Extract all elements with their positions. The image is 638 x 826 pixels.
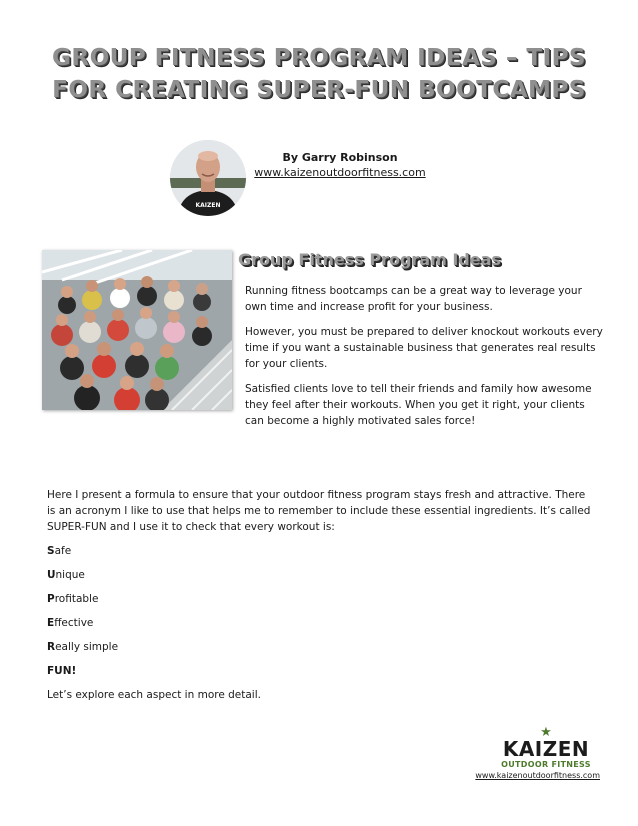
acronym-item [47, 567, 595, 583]
intro-paragraph: Satisfied clients love to tell their friends and family how awesome they feel after their workouts. When you get it right, your clients can become a highly motivated sales force! [245, 383, 592, 427]
section-heading: Group Fitness Program Ideas [238, 250, 501, 269]
acronym-rest: ffective [54, 617, 94, 629]
acronym-rest: afe [54, 545, 72, 557]
acronym-item [47, 639, 595, 655]
acronym-rest: rofitable [54, 593, 99, 605]
group-photo [42, 250, 232, 410]
author-name: By Garry Robinson [282, 151, 398, 164]
acronym-letter: U [47, 569, 56, 581]
intro-text [245, 283, 605, 438]
page-title: GROUP FITNESS PROGRAM IDEAS – TIPS FOR CREATING SUPER-FUN BOOTCAMPS [51, 45, 587, 103]
star-icon: ★ [540, 724, 552, 739]
closing-sentence: Let’s explore each aspect in more detail. [47, 689, 261, 701]
acronym-item [47, 591, 595, 607]
kaizen-logo [496, 726, 596, 770]
body-paragraph: Here I present a formula to ensure that your outdoor fitness program stays fresh and attractive. There is an acronym I like to use that helps me to remember to include these essential ingredients. It’s called SUPER-FUN and I use it to check that every workout is: [47, 489, 591, 533]
logo-tagline: OUTDOOR FITNESS [501, 760, 591, 769]
body-text [47, 487, 595, 703]
footer-website-link[interactable]: www.kaizenoutdoorfitness.com [475, 771, 600, 780]
logo-wordmark: KAIZEN [502, 737, 590, 761]
bootcamp-group-image [42, 250, 232, 410]
acronym-letter: E [47, 617, 55, 629]
acronym-rest: nique [55, 569, 85, 581]
author-portrait-image [170, 140, 246, 216]
author-website-link[interactable]: www.kaizenoutdoorfitness.com [254, 166, 426, 179]
author-photo [170, 140, 246, 216]
acronym-item [47, 663, 595, 679]
acronym-letter: S [47, 545, 55, 557]
acronym-list [47, 543, 595, 679]
intro-paragraph: Running fitness bootcamps can be a great way to leverage your own time and increase profit for your business. [245, 285, 582, 313]
acronym-letter: FUN! [47, 665, 77, 677]
acronym-item [47, 615, 595, 631]
acronym-item [47, 543, 595, 559]
acronym-letter: R [47, 641, 56, 653]
intro-paragraph: However, you must be prepared to deliver knockout workouts every time if you want a sustainable business that generates real results for your clients. [245, 326, 603, 370]
byline [250, 151, 430, 181]
shirt-logo-text: KAIZEN [195, 202, 221, 209]
acronym-rest: eally simple [55, 641, 119, 653]
acronym-letter: P [47, 593, 55, 605]
